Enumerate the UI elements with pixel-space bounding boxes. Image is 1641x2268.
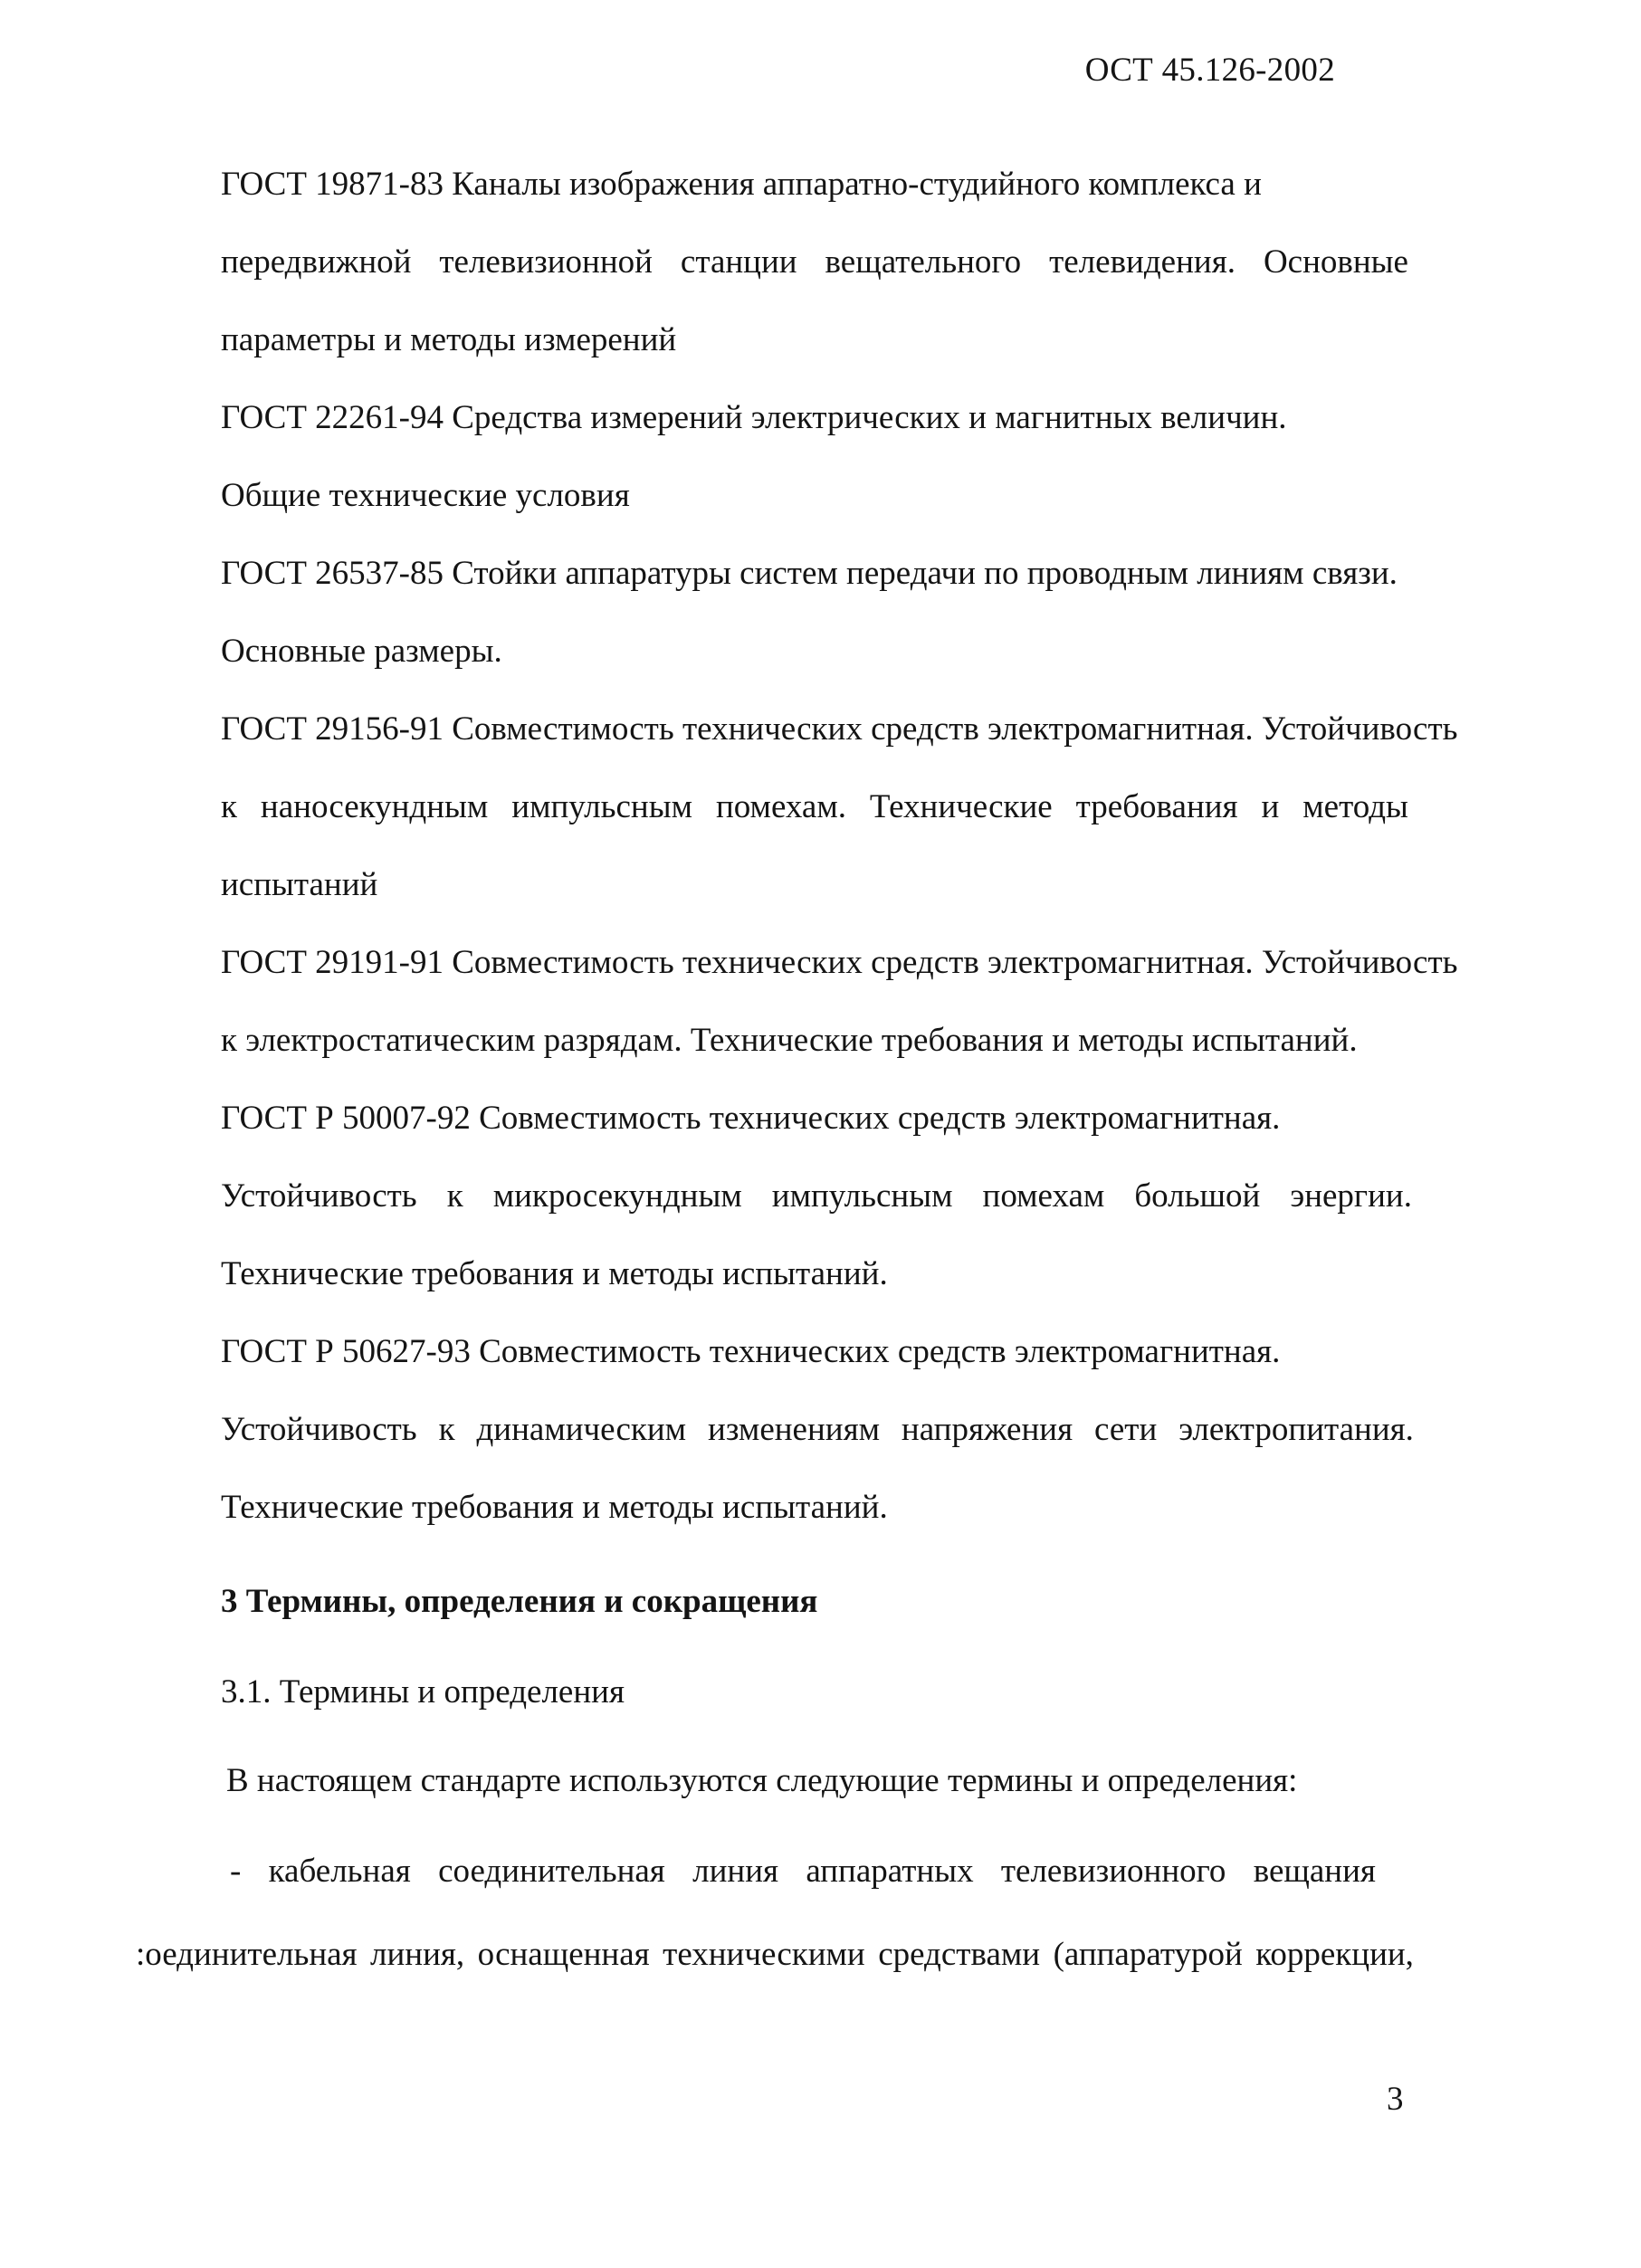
- word: вещания: [1253, 1853, 1376, 1890]
- definition-line: [230, 1852, 1376, 1892]
- word: техническими: [663, 1936, 865, 1973]
- word: помехам.: [715, 788, 846, 825]
- reference-line: ГОСТ 19871-83 Каналы изображения аппаратно-студийного комплекса и: [221, 166, 1262, 203]
- word: электропитания.: [1178, 1411, 1414, 1448]
- reference-line: ГОСТ 22261-94 Средства измерений электрических и магнитных величин.: [221, 399, 1287, 436]
- word: импульсным: [771, 1177, 953, 1215]
- word: станции: [680, 243, 797, 281]
- word: линия: [692, 1853, 779, 1890]
- subsection-heading: 3.1. Термины и определения: [221, 1673, 625, 1711]
- intro-paragraph: В настоящем стандарте используются следующие термины и определения:: [226, 1762, 1298, 1799]
- page-number: 3: [1387, 2081, 1404, 2118]
- word: линия,: [370, 1936, 465, 1973]
- word: изменениям: [708, 1411, 881, 1448]
- word: напряжения: [901, 1411, 1073, 1448]
- word: Устойчивость: [221, 1411, 417, 1448]
- reference-line: параметры и методы измерений: [221, 321, 677, 358]
- word: требования: [1075, 788, 1238, 825]
- word: (аппаратурой: [1053, 1936, 1243, 1973]
- reference-line: Общие технические условия: [221, 477, 630, 514]
- word: Основные: [1263, 243, 1408, 281]
- word: динамическим: [476, 1411, 687, 1448]
- word: энергии.: [1290, 1177, 1412, 1215]
- reference-line: к электростатическим разрядам. Технические требования и методы испытаний.: [221, 1022, 1358, 1059]
- word: -: [230, 1853, 242, 1890]
- reference-line: Основные размеры.: [221, 633, 502, 670]
- word: телевидения.: [1049, 243, 1236, 281]
- reference-line: ГОСТ 29191-91 Совместимость технических средств электромагнитная. Устойчивость: [221, 944, 1458, 981]
- reference-line: ГОСТ 29156-91 Совместимость технических средств электромагнитная. Устойчивость: [221, 710, 1458, 748]
- word: аппаратных: [806, 1853, 974, 1890]
- word: средствами: [878, 1936, 1041, 1973]
- word: к: [438, 1411, 455, 1448]
- reference-line: ГОСТ Р 50627-93 Совместимость технических средств электромагнитная.: [221, 1333, 1281, 1370]
- word: и: [1261, 788, 1280, 825]
- word: оснащенная: [477, 1936, 650, 1973]
- word: к: [221, 788, 237, 825]
- word: телевизионного: [1000, 1853, 1226, 1890]
- word: передвижной: [221, 243, 412, 281]
- reference-line: испытаний: [221, 866, 378, 903]
- word: сети: [1094, 1411, 1158, 1448]
- word: помехам: [982, 1177, 1105, 1215]
- word: микросекундным: [492, 1177, 742, 1215]
- section-heading: 3 Термины, определения и сокращения: [221, 1583, 818, 1620]
- word: к: [446, 1177, 463, 1215]
- reference-line: ГОСТ 26537-85 Стойки аппаратуры систем передачи по проводным линиям связи.: [221, 555, 1398, 592]
- word: наносекундным: [260, 788, 489, 825]
- word: Устойчивость: [221, 1177, 417, 1215]
- reference-line-justified: [221, 1177, 1412, 1216]
- word: большой: [1134, 1177, 1261, 1215]
- reference-line-justified: [221, 787, 1408, 827]
- word: Технические: [869, 788, 1053, 825]
- reference-line: ГОСТ Р 50007-92 Совместимость технических средств электромагнитная.: [221, 1100, 1281, 1137]
- word: коррекции,: [1255, 1936, 1414, 1973]
- definition-line: [136, 1935, 1414, 1975]
- word: соединительная: [438, 1853, 665, 1890]
- document-header: ОСТ 45.126-2002: [1084, 52, 1335, 89]
- word: телевизионной: [439, 243, 653, 281]
- reference-line-justified: [221, 243, 1408, 282]
- word: импульсным: [511, 788, 692, 825]
- reference-line-justified: [221, 1410, 1414, 1450]
- reference-line: Технические требования и методы испытаний.: [221, 1489, 888, 1526]
- word: :оединительная: [136, 1936, 358, 1973]
- reference-line: Технические требования и методы испытаний.: [221, 1255, 888, 1292]
- word: вещательного: [825, 243, 1022, 281]
- word: кабельная: [268, 1853, 411, 1890]
- word: методы: [1302, 788, 1408, 825]
